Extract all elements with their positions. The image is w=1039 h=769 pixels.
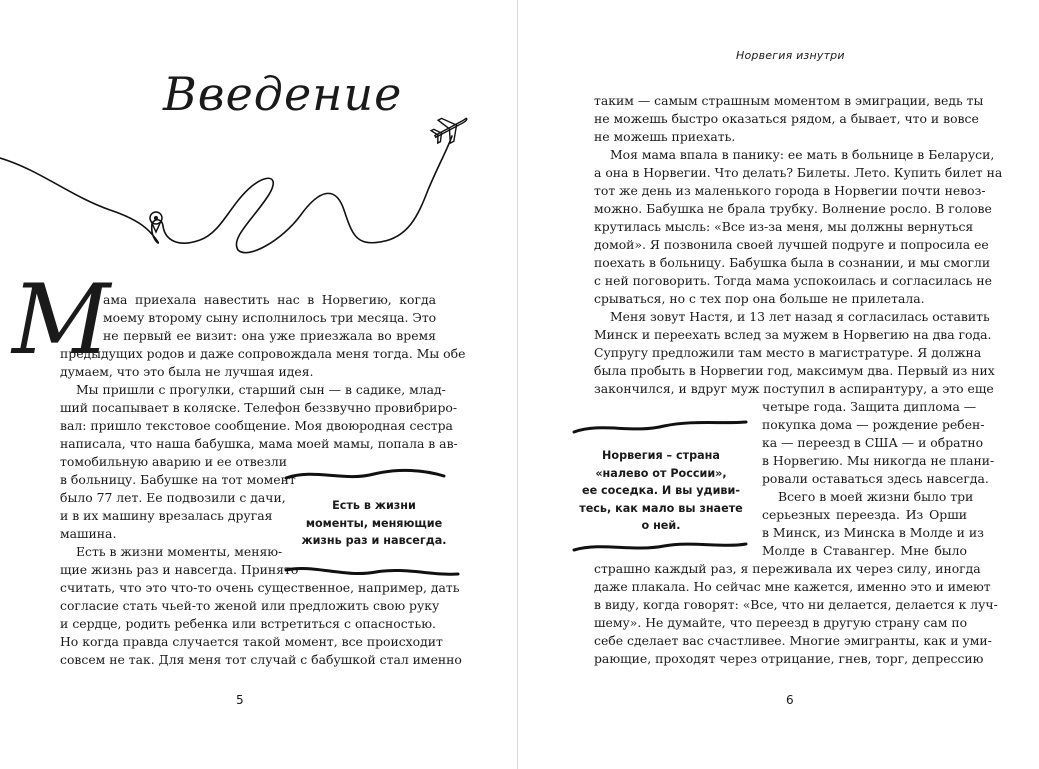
body-line: Молде в Ставангер. Мне было [762,543,967,558]
body-line: было 77 лет. Ее подвозили с дачи, [60,490,286,505]
page-number-right: 6 [786,693,794,707]
pull-quote-bottom-wave [284,562,460,580]
pull-quote-bottom-wave [572,538,748,556]
body-line: думаем, что это была не лучшая идея. [60,364,314,379]
body-line: вал: пришло текстовое сообщение. Моя двоюродная сестра [60,418,453,433]
body-line: Меня зовут Настя, и 13 лет назад я согласилась оставить [610,309,990,324]
body-line: ровали оставаться здесь навсегда. [762,471,989,486]
pull-quote-top-wave [284,466,446,484]
body-line: четыре года. Защита диплома — [762,399,977,414]
chapter-title: Введение [163,67,403,121]
body-line: Есть в жизни моменты, меняю- [76,544,283,559]
body-line: совсем не так. Для меня тот случай с бабушкой стал именно [60,652,462,667]
body-line: не первый ее визит: она уже приезжала во время [103,328,436,343]
airplane-icon [428,108,473,148]
pull-quote-line: Норвегия – страна [602,449,720,462]
body-line: ший посапывает в коляске. Телефон беззвучно провибриро- [60,400,458,415]
body-line: Моя мама впала в панику: ее мать в больнице в Беларуси, [610,147,995,162]
body-line: серьезных переезда. Из Орши [762,507,967,522]
body-line: страшно каждый раз, я переживала их через силу, иногда [594,561,981,576]
body-line: домой». Я позвонила своей лучшей подруге и попросила ее [594,237,989,252]
body-line: а она в Норвегии. Что делать? Билеты. Лето. Купить билет на [594,165,1003,180]
right-page [518,0,1039,769]
body-line: таким — самым страшным моментом в эмиграции, ведь ты [594,93,984,108]
pull-quote [566,447,756,535]
body-line: с ней поговорить. Тогда мама успокоилась и согласилась не [594,273,992,288]
drop-cap: М [12,264,111,376]
body-line: рающие, проходят через отрицание, гнев, торг, депрессию [594,651,984,666]
running-header: Норвегия изнутри [736,49,845,62]
body-line: Супругу предложили там место в магистратуре. Я должна [594,345,982,360]
body-line: согласие стать чьей-то женой или предложить свою руку [60,598,440,613]
body-line: закончился, и вдруг муж поступил в аспирантуру, а это еще [594,381,994,396]
body-line: томобильную аварию и ее отвезли [60,454,288,469]
body-line: покупка дома — рождение ребен- [762,417,985,432]
pull-quote-line: о ней. [641,519,681,532]
body-line: написала, что наша бабушка, мама моей мамы, попала в ав- [60,436,458,451]
body-line: не можешь быстро оказаться рядом, а бывает, что и вовсе [594,111,979,126]
left-page [0,0,518,769]
body-line: тот же день из маленького города в Норвегии почти невоз- [594,183,986,198]
body-line: шему». Не думайте, что переезд в другую страну сам по [594,615,968,630]
body-line: и сердце, родить ребенка или встретиться с опасностью. [60,616,436,631]
pull-quote-top-wave [572,418,748,436]
pull-quote-line: тесь, как мало вы знаете [579,501,743,515]
pull-quote-line: жизнь раз и навсегда. [301,534,447,547]
pull-quote-line: моменты, меняющие [305,516,443,530]
body-line: предыдущих родов и даже сопровождала меня тогда. Мы обе [60,346,466,361]
body-line: срываться, но с тех пор она больше не прилетала. [594,291,925,306]
pull-quote-line: «налево от России», [595,466,727,480]
body-line: в Норвегию. Мы никогда не плани- [762,453,995,468]
flight-path-line [0,136,452,253]
pull-quote [284,497,464,550]
page-number-left: 5 [236,693,244,707]
body-line: Минск и переехать вслед за мужем в Норвегию на два года. [594,327,992,342]
body-line: машина. [60,526,117,541]
body-line: моему второму сыну исполнилось три месяца. Это [103,310,437,325]
pull-quote-line: ее соседка. И вы удиви- [581,484,740,497]
airplane-route-illustration [0,100,518,260]
body-line: даже плакала. Но сейчас мне кажется, именно это и имеют [594,579,991,594]
body-line: щие жизнь раз и навсегда. Принято [60,562,299,577]
body-line: в виду, когда говорят: «Все, что ни делается, делается к луч- [594,597,998,612]
body-line: можно. Бабушка не брала трубку. Волнение росло. В голове [594,201,992,216]
pull-quote-line: Есть в жизни [332,499,416,512]
body-line: в Минск, из Минска в Молде и из [762,525,984,540]
body-line: была пробыть в Норвегии год, максимум два. Первый из них [594,363,995,378]
body-line: крутилась мысль: «Все из-за меня, мы должны вернуться [594,219,974,234]
body-line: Мы пришли с прогулки, старший сын — в садике, млад- [76,382,446,397]
body-line: себе сделает вас счастливее. Многие эмигранты, как и уми- [594,633,992,648]
body-line: в больницу. Бабушке на тот момент [60,472,296,487]
body-line: ама приехала навестить нас в Норвегию, когда [103,292,436,307]
body-line: ка — переезд в США — и обратно [762,435,984,450]
body-line: Всего в моей жизни было три [778,489,974,504]
body-line: считать, что это что-то очень существенное, например, дать [60,580,460,595]
body-line: поехать в больницу. Бабушка была в сознании, и мы смогли [594,255,991,270]
body-line: не можешь приехать. [594,129,736,144]
body-line: и в их машину врезалась другая [60,508,273,523]
body-line: Но когда правда случается такой момент, все происходит [60,634,443,649]
